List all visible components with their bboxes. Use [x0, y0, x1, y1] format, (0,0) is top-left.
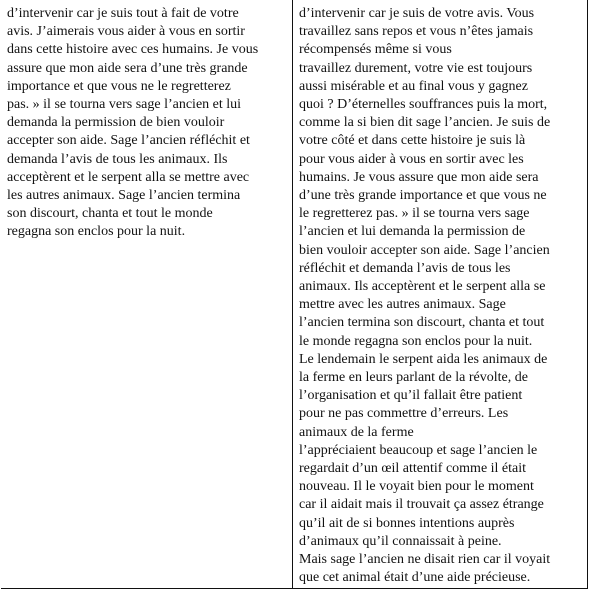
left-column-cell: [1, 0, 293, 588]
table-row: [1, 0, 588, 588]
right-column-cell: [293, 0, 588, 588]
left-column-text: d’intervenir car je suis tout à fait de votre avis. J’aimerais vous aider à vous en sortir dans cette histoire avec ces humains. Je vous assure que mon aide sera d’une très grande importance et que vous ne le regretterez pas. » il se tourna vers sage l’ancien et lui demanda la permission de bien vouloir accepter son aide. Sage l’ancien réfléchit et demanda l’avis de tous les animaux. Ils acceptèrent et le serpent alla se mettre avec les autres animaux. Sage l’ancien termina son discourt, chanta et tout le monde regagna son enclos pour la nuit.: [7, 6, 259, 240]
right-column-text: d’intervenir car je suis de votre avis. Vous travaillez sans repos et vous n’êtes jamais récompensés même si vous travaillez durement, votre vie est toujours aussi misérable et au final vous y gagnez quoi ? D’éternelles souffrances puis la mort, comme la si bien dit sage l’ancien. Je suis de votre côté et dans cette histoire je suis là pour vous aider à vous en sortir avec les humains. Je vous assure que mon aide sera d’une très grande importance et que vous ne le regretterez pas. » il se tourna vers sage l’ancien et lui demanda la permission de bien vouloir accepter son aide. Sage l’ancien réfléchit et demanda l’avis de tous les animaux. Ils acceptèrent et le serpent alla se mettre avec les autres animaux. Sage l’ancien termina son discourt, chanta et tout le monde regagna son enclos pour la nuit. Le lendemain le serpent aida les animaux de la ferme en leurs parlant de la révolte, de l’organisation et qu’il fallait être patient pour ne pas commettre d’erreurs. Les animaux de la ferme l’appréciaient beaucoup et sage l’ancien le regardait d’un œil attentif comme il était nouveau. Il le voyait bien pour le moment car il aidait mais il trouvait ça assez étrange qu’il ait de si bonnes intentions auprès d’animaux qu’il connaissait à peine. Mais sage l’ancien ne disait rien car il voyait que cet animal était d’une aide précieuse.: [299, 6, 551, 586]
two-column-comparison-table: [1, 0, 588, 589]
